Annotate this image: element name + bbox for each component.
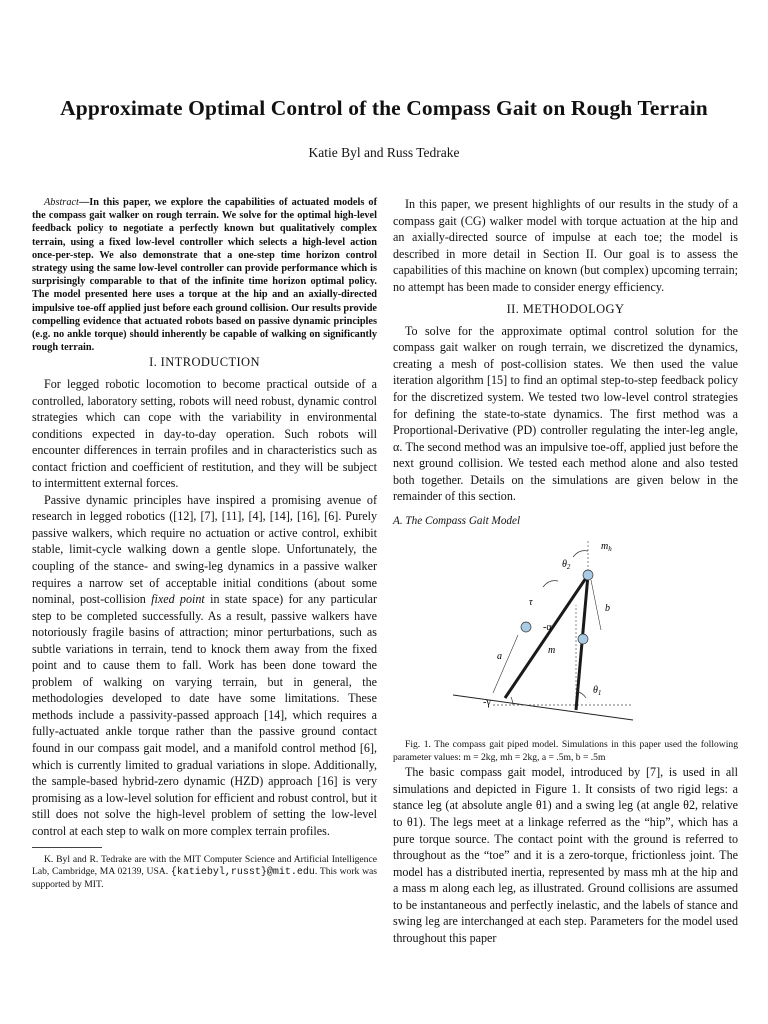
label-a: a [497,651,502,663]
abstract-dash: — [78,197,90,208]
label-m: m [548,645,556,657]
theta2-arc [573,551,588,557]
dimension-line-b [591,580,601,630]
footnote-email: {katiebyl,russt}@mit.edu [170,867,315,879]
footnote [32,854,377,891]
label-mh: $m_h$ [601,541,612,554]
paper-title: Approximate Optimal Control of the Compass Gait on Rough Terrain [60,96,708,120]
torque-arc [543,581,558,587]
right-paragraph-2: The basic compass gait model, introduced by [7], is used in all simulations and depicted in Figure 1. It consists of two rigid legs: a stance leg (at absolute angle θ1) and a swing leg (at angle θ2, relative to θ1). The legs meet at a linkage referred as the “hip”, which has a pure torque source. The contact point with the ground is referred to throughout as the “toe” and it is a zero-torque, frictionless joint. The model has a distributed inertia, represented by mass mh at the hip and a mass m along each leg, as illustrated. Ground collisions are assumed to be instantaneous and perfectly inelastic, and the labels of stance and swing leg are interchanged at each step. Parameters for the model used throughout this paper [393,765,738,945]
figure-compass-gait [393,535,738,735]
footnote-support: . This work was supported by MIT. [32,866,377,891]
methodology-paragraph-1: To solve for the approximate optimal control solution for the compass gait walker on rough terrain, we discretized the dynamics, creating a mesh of post-collision states. We then used the value iteration algorithm [15] to find an optimal step-to-step feedback policy for the discretized system. We tested two low-level control strategies for defining the state-to-state dynamics. The first method was a Proportional-Derivative (PD) controller regulating the inter-leg angle, α. The second method was an impulsive toe-off, applied just before the next ground collision. We tested each method alone and also tested both together. Details on the simulations are given below in the remainder of this section. [393,323,738,504]
ground-slope-line [453,695,633,720]
abstract [32,196,377,354]
fixed-point-emphasis: fixed point [151,592,205,607]
right-column [393,196,738,946]
intro-paragraph-2-part-a: Passive dynamic principles have inspired a promising avenue of research in legged robotics ([12], [7], [11], [4], [14], [16], [6]. Purely passive walkers, which require no actuation or active control, exhibit stable, limit-cycle walking down a gentle slope. Unfortunately, the coupling of the stance- and swing-leg dynamics in a passive walker requires a narrow set of acceptable initial conditions (about some nominal, post-collision [32,492,377,607]
abstract-label: Abstract [44,197,79,208]
intro-paragraph-1: For legged robotic locomotion to become practical outside of a controlled, laboratory setting, robots will need robust, dynamic control strategies which can cope with the variability in environmental conditions expected in day-to-day operation. Such robots will encounter differences in terrain profiles and in characteristics such as contact friction and coefficient of restitution, and they will be subject to intermittent external forces. [32,376,377,491]
intro-paragraph-2-part-b: in state space) for any particular step to be completed successfully. As a result, passive walkers have notoriously fragile basins of attraction; minor perturbations, such as subtle variations in terrain, tend to knock them away from the fixed point and to cause them to fall. Work has been done toward the problem of walking on varying terrain, but in general, the methodologies developed to date have some limitations. These methods include a passivity-passed approach [14], which requires a fully-actuated ankle torque rather than the passive ground contact found in our compass gait model, and a manifold control method [6], which is currently limited to gradual variations in slope. Additionally, the sample-based hybrid-zero dynamic (HZD) approach [16] is very promising as a low-level solution for efficient and robust control, but it still does not solve the high-level problem of setting the low-level control at each step to walk on more complex terrain profiles. [32,592,377,838]
label-neg-alpha: -α [543,622,552,634]
gamma-arc [511,697,513,705]
compass-gait-diagram [393,535,738,735]
intro-paragraph-2 [32,492,377,839]
swing-leg-mass [521,622,531,632]
right-paragraph-1: In this paper, we present highlights of our results in the study of a compass gait (CG) walker model with torque actuation at the hip and an axially-directed source of impulse at each toe; the model is described in more detail in Section II. Our goal is to assess the capabilities of this machine on known (but complex) upcoming terrain; no attempt has been made to consider energy efficiency. [393,197,738,294]
stance-leg-mass [578,634,588,644]
label-theta2: $\theta_2$ [562,559,571,572]
figure-caption: Fig. 1. The compass gait piped model. Simulations in this paper used the following parameter values: m = 2kg, mh = 2kg, a = .5m, b = .5m [393,739,738,763]
left-column [32,196,377,891]
abstract-body: In this paper, we explore the capabilities of actuated models of the compass gait walker on rough terrain. We solve for the optimal high-level feedback policy to negotiate a perfectly known but qualitatively complex terrain, using a fixed low-level controller which selects a high-level action once-per-step. We also demonstrate that a one-step time horizon control strategy using the same low-level controller can provide performance which is surprisingly comparable to that of the infinite time horizon optimal policy. The model presented here uses a torque at the hip and an axially-directed impulsive toe-off applied just before each ground collision. Our results provide compelling evidence that actuated robots based on passive dynamic principles (e.g. no ankle torque) should inherently be capable of walking on significantly rough terrain. [32,197,377,354]
label-tau: τ [529,597,533,609]
label-theta1: $\theta_1$ [593,685,602,698]
section-heading-methodology: II. METHODOLOGY [506,302,625,317]
hip-mass [583,570,593,580]
subsection-heading-compass-gait: A. The Compass Gait Model [393,514,521,527]
section-heading-introduction: I. INTRODUCTION [149,355,260,370]
footnote-rule [32,847,102,848]
label-b: b [605,603,610,615]
label-neg-gamma: -γ [483,697,491,709]
paper-authors: Katie Byl and Russ Tedrake [308,145,460,160]
footnote-affiliation: K. Byl and R. Tedrake are with the MIT Computer Science and Artificial Intelligence Lab, Cambridge, MA 02139, USA. [32,854,377,878]
